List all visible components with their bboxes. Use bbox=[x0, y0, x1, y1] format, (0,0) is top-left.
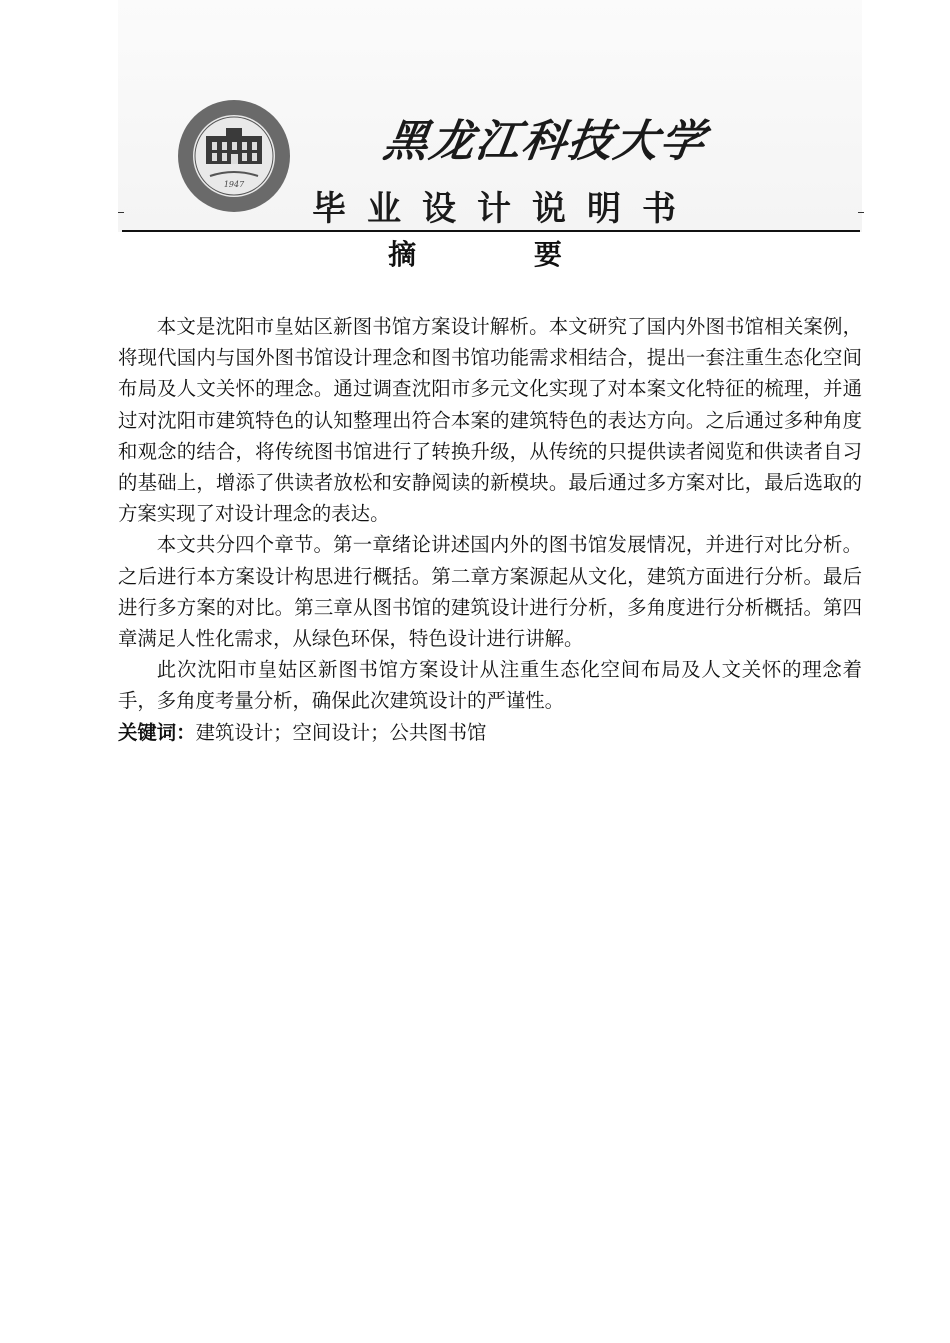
keywords-label: 关键词： bbox=[118, 720, 196, 744]
keywords-value: 建筑设计；空间设计；公共图书馆 bbox=[195, 720, 487, 744]
abstract-paragraph-3: 此次沈阳市皇姑区新图书馆方案设计从注重生态化空间布局及人文关怀的理念着手，多角度考量分析，确保此次建筑设计的严谨性。 bbox=[118, 658, 862, 713]
header-rule bbox=[122, 230, 860, 232]
document-kind-title: 毕业设计说明书 bbox=[312, 189, 697, 229]
abstract-paragraph-2: 本文共分四个章节。第一章绪论讲述国内外的图书馆发展情况，并进行对比分析。之后进行本方案设计构思进行概括。第二章方案源起从文化，建筑方面进行分析。最后进行多方案的对比。第三章从图书馆的建筑设计进行分析，多角度进行分析概括。第四章满足人性化需求，从绿色环保，特色设计进行讲解。 bbox=[118, 533, 862, 651]
keywords-line bbox=[118, 717, 862, 748]
rule-tick-left bbox=[118, 212, 124, 213]
rule-tick-right bbox=[858, 212, 864, 213]
abstract-paragraph-1: 本文是沈阳市皇姑区新图书馆方案设计解析。本文研究了国内外图书馆相关案例，将现代国内与国外图书馆设计理念和图书馆功能需求相结合，提出一套注重生态化空间布局及人文关怀的理念。通过调查沈阳市多元文化实现了对本案文化特征的梳理，并通过对沈阳市建筑特色的认知整理出符合本案的建筑特色的表达方向。之后通过多种角度和观念的结合，将传统图书馆进行了转换升级，从传统的只提供读者阅览和供读者自习的基础上，增添了供读者放松和安静阅读的新模块。最后通过多方案对比，最后选取的方案实现了对设计理念的表达。 bbox=[118, 315, 862, 526]
university-seal-icon bbox=[176, 98, 292, 214]
abstract-body bbox=[118, 311, 862, 748]
university-name: 黑龙江科技大学 bbox=[380, 116, 710, 167]
seal-year: 1947 bbox=[223, 180, 245, 189]
abstract-heading: 摘 要 bbox=[388, 238, 616, 271]
